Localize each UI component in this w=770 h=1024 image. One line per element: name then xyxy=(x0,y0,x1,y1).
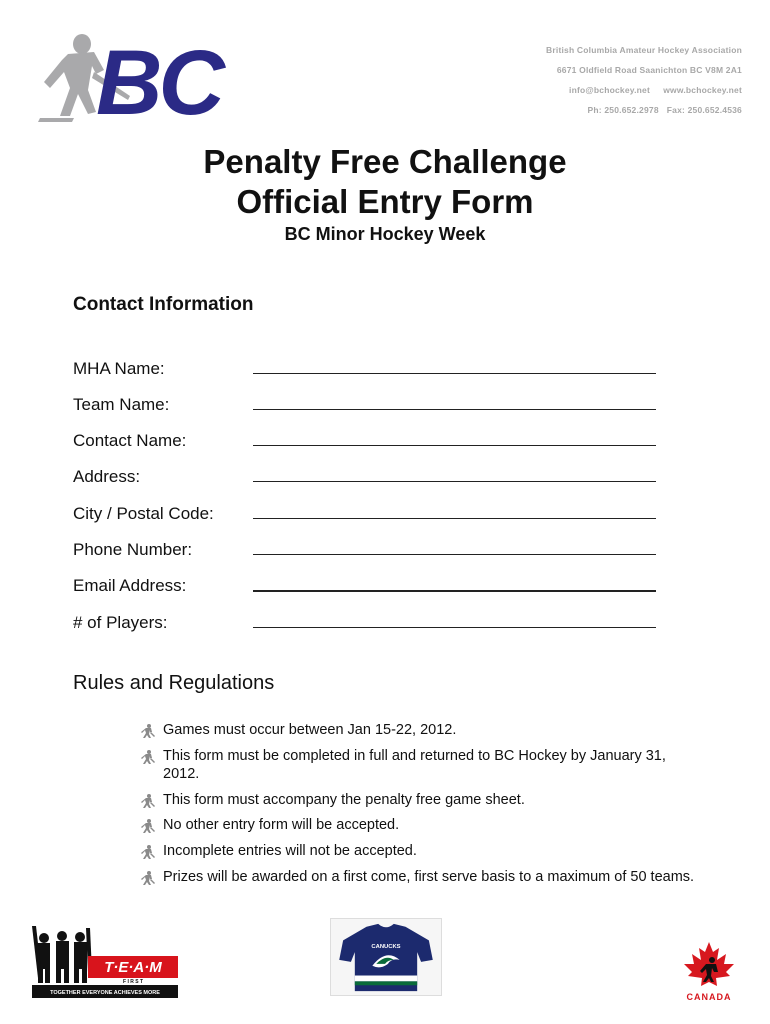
hockey-player-bullet-icon xyxy=(140,793,156,809)
team-name-field[interactable] xyxy=(73,395,673,419)
hockey-player-bullet-icon xyxy=(140,844,156,860)
contact-name-field[interactable] xyxy=(73,431,673,455)
team-first-logo xyxy=(28,922,180,1000)
association-name: British Columbia Amateur Hockey Association xyxy=(546,45,742,55)
hockey-player-bullet-icon xyxy=(140,870,156,886)
field-label: Team Name: xyxy=(73,395,170,414)
field-label: # of Players: xyxy=(73,613,168,632)
contact-name-input-line[interactable] xyxy=(253,445,656,446)
contact-section-heading: Contact Information xyxy=(73,294,254,315)
hockey-player-bullet-icon xyxy=(140,749,156,765)
rule-text: This form must be completed in full and returned to BC Hockey by January 31, 2012. xyxy=(163,748,666,782)
field-label: Phone Number: xyxy=(73,540,193,559)
field-label: Address: xyxy=(73,467,141,486)
number-of-players-input-line[interactable] xyxy=(253,627,656,628)
association-email[interactable]: info@bchockey.net xyxy=(569,85,650,95)
city-postal-input-line[interactable] xyxy=(253,518,656,519)
bc-logo-text: BC xyxy=(96,32,221,128)
mha-name-field[interactable] xyxy=(73,359,673,383)
association-website[interactable]: www.bchockey.net xyxy=(663,85,742,95)
address-field[interactable] xyxy=(73,467,673,491)
rule-text: No other entry form will be accepted. xyxy=(163,817,400,833)
team-logo-sub: F I R S T xyxy=(123,979,143,985)
email-address-input-line[interactable] xyxy=(253,590,656,592)
jersey-text: CANUCKS xyxy=(371,944,401,951)
hockey-player-bullet-icon xyxy=(140,723,156,739)
canada-text: CANADA xyxy=(686,992,732,1002)
canucks-jersey-image xyxy=(330,918,442,996)
field-label: Email Address: xyxy=(73,576,187,595)
city-postal-field[interactable] xyxy=(73,504,673,528)
team-logo-text: T·E·A·M xyxy=(104,959,162,976)
association-address: 6671 Oldfield Road Saanichton BC V8M 2A1 xyxy=(556,65,742,75)
page-title-line-1: Penalty Free Challenge xyxy=(203,143,567,180)
rules-section-heading: Rules and Regulations xyxy=(73,672,275,694)
bc-hockey-logo xyxy=(34,30,250,128)
association-fax: Fax: 250.652.4536 xyxy=(666,105,742,115)
rule-text: Prizes will be awarded on a first come, first serve basis to a maximum of 50 teams. xyxy=(163,869,695,885)
association-info xyxy=(482,40,742,120)
field-label: Contact Name: xyxy=(73,431,187,450)
email-address-field[interactable] xyxy=(73,576,673,600)
field-label: City / Postal Code: xyxy=(73,504,214,523)
hockey-player-bullet-icon xyxy=(140,818,156,834)
number-of-players-field[interactable] xyxy=(73,613,673,637)
field-label: MHA Name: xyxy=(73,359,165,378)
phone-number-field[interactable] xyxy=(73,540,673,564)
phone-number-input-line[interactable] xyxy=(253,554,656,555)
rule-text: This form must accompany the penalty free game sheet. xyxy=(163,792,525,808)
mha-name-input-line[interactable] xyxy=(253,373,656,374)
association-phone: Ph: 250.652.2978 xyxy=(587,105,659,115)
hockey-canada-logo xyxy=(676,938,742,1004)
rule-text: Games must occur between Jan 15-22, 2012. xyxy=(163,722,457,738)
rule-text: Incomplete entries will not be accepted. xyxy=(163,843,417,859)
page-subtitle: BC Minor Hockey Week xyxy=(284,224,486,244)
association-phones xyxy=(482,100,742,120)
association-contacts xyxy=(482,80,742,100)
page-title-line-2: Official Entry Form xyxy=(236,183,534,220)
team-name-input-line[interactable] xyxy=(253,409,656,410)
address-input-line[interactable] xyxy=(253,481,656,482)
team-logo-tagline: TOGETHER EVERYONE ACHIEVES MORE xyxy=(50,990,160,996)
